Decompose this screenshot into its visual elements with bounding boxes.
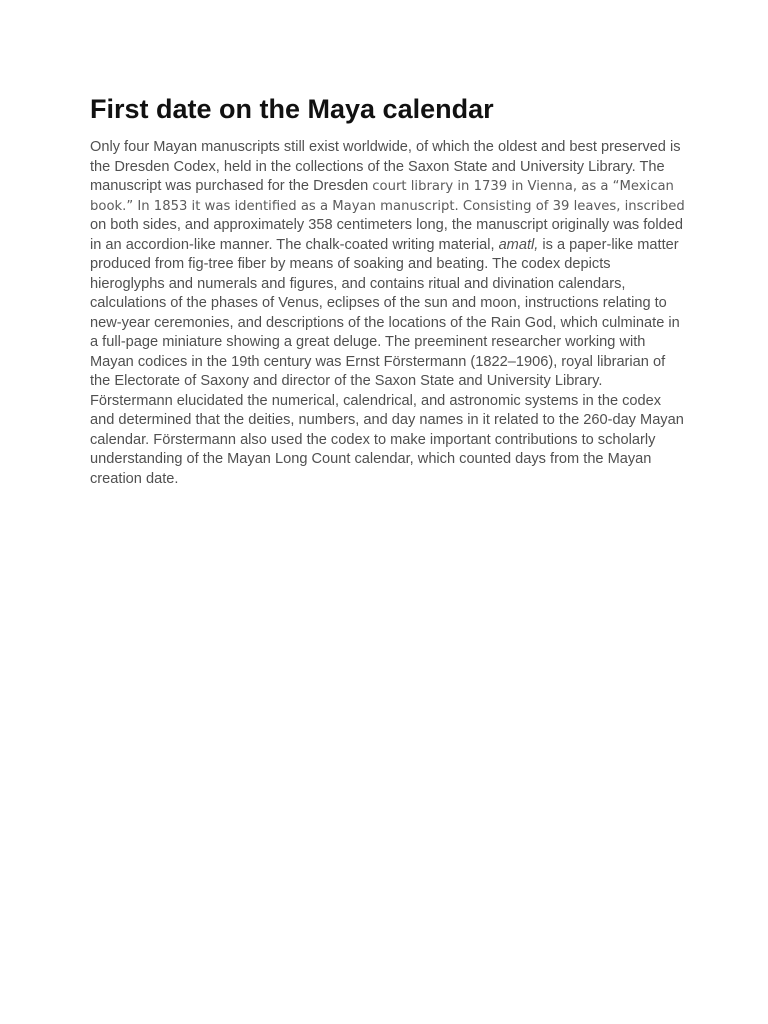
body-line: Förstermann elucidated the numerical, calendrical, and astronomic systems in the codex [90,392,662,409]
body-line-alt-font: book.” In 1853 it was identified as a Mayan manuscript. Consisting of 39 leaves, inscribed [90,198,685,214]
body-line: new-year ceremonies, and descriptions of the locations of the Rain God, which culminate in [90,314,680,331]
page-title: First date on the Maya calendar [90,94,494,124]
body-line: the Electorate of Saxony and director of the Saxon State and University Library. [90,373,603,389]
body-line: calculations of the phases of Venus, eclipses of the sun and moon, instructions relating to [90,295,667,311]
body-line [90,177,690,197]
body-line: calendar. Förstermann also used the codex to make important contributions to scholarly [90,431,656,448]
body-line: hieroglyphs and numerals and figures, and contains ritual and divination calendars, [90,275,626,292]
body-text-segment-alt-font: court library in 1739 in Vienna, as a “Mexican [372,179,674,194]
body-line: a full-page miniature showing a great deluge. The preeminent researcher working with [90,334,646,350]
body-line: produced from fig-tree fiber by means of soaking and beating. The codex depicts [90,256,611,272]
body-line: Only four Mayan manuscripts still exist worldwide, of which the oldest and best preserved is [90,139,681,155]
body-line: the Dresden Codex, held in the collections of the Saxon State and University Library. The [90,158,665,175]
body-line [90,236,690,256]
body-line: creation date. [90,470,179,487]
body-line: Mayan codices in the 19th century was Ernst Förstermann (1822–1906), royal librarian of [90,353,666,370]
body-text-segment: in an accordion-like manner. The chalk-coated writing material, [90,236,499,253]
body-text-segment: is a paper-like matter [538,236,679,253]
body-line: understanding of the Mayan Long Count calendar, which counted days from the Mayan [90,451,652,467]
body-line: and determined that the deities, numbers, and day names in it related to the 260-day Mayan [90,412,684,428]
body-text-segment: manuscript was purchased for the Dresden [90,178,373,194]
body-line: on both sides, and approximately 358 centimeters long, the manuscript originally was folded [90,217,683,233]
article-body [90,138,690,489]
italic-term: amatl, [498,236,539,253]
